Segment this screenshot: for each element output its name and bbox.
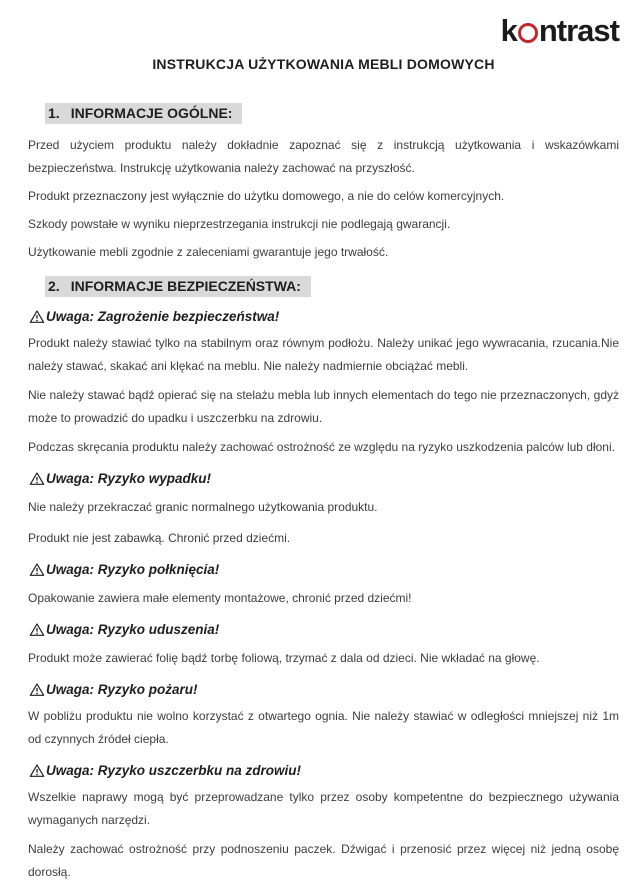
warning-heading [29, 620, 619, 639]
logo-o-ring-icon [518, 23, 538, 43]
section-heading-highlight [45, 276, 311, 297]
paragraph: Wszelkie naprawy mogą być przeprowadzane tylko przez osoby kompetentne do bezpiecznego używania wymaganych narzędzi. [28, 790, 619, 827]
warning-triangle-icon [29, 471, 45, 487]
warning-heading [29, 307, 619, 326]
brand-logo [501, 14, 619, 48]
warning-text: Uwaga: Ryzyko połknięcia! [46, 562, 220, 577]
section-number: 2. [48, 278, 60, 294]
warning-heading [29, 761, 619, 780]
section-heading-text: INFORMACJE OGÓLNE: [70, 105, 233, 121]
logo-text-suffix: ntrast [538, 13, 619, 48]
paragraph: Szkody powstałe w wyniku nieprzestrzegania instrukcji nie podlegają gwarancji. [28, 217, 451, 231]
paragraph: Przed użyciem produktu należy dokładnie zapoznać się z instrukcją użytkowania i wskazówkami bezpieczeństwa. Instrukcję użytkowania należy zachować na przyszłość. [28, 138, 619, 175]
paragraph: Użytkowanie mebli zgodnie z zaleceniami gwarantuje jego trwałość. [28, 245, 389, 259]
paragraph: Produkt przeznaczony jest wyłącznie do użytku domowego, a nie do celów komercyjnych. [28, 189, 505, 203]
warning-triangle-icon [29, 682, 45, 698]
paragraph: Podczas skręcania produktu należy zachować ostrożność ze względu na ryzyko uszkodzenia palców lub dłoni. [28, 440, 615, 454]
section-heading-text: INFORMACJE BEZPIECZEŃSTWA: [70, 278, 301, 294]
paragraph: Produkt może zawierać folię bądź torbę foliową, trzymać z dala od dzieci. Nie wkładać na głowę. [28, 651, 540, 665]
section-heading-1 [45, 103, 619, 124]
paragraph: Opakowanie zawiera małe elementy montażowe, chronić przed dziećmi! [28, 591, 412, 605]
warning-triangle-icon [29, 622, 45, 638]
warning-text: Uwaga: Ryzyko pożaru! [46, 682, 198, 697]
warning-triangle-icon [29, 763, 45, 779]
warning-text: Uwaga: Zagrożenie bezpieczeństwa! [46, 309, 280, 324]
paragraph: Produkt nie jest zabawką. Chronić przed dziećmi. [28, 531, 291, 545]
warning-text: Uwaga: Ryzyko wypadku! [46, 471, 212, 486]
page-title: INSTRUKCJA UŻYTKOWANIA MEBLI DOMOWYCH [152, 56, 495, 72]
warning-text: Uwaga: Ryzyko uduszenia! [46, 622, 220, 637]
paragraph: Nie należy stawać bądź opierać się na stelażu mebla lub innych elementach do tego nie przeznaczonych, gdyż może to prowadzić do upadku i uszczerbku na zdrowiu. [28, 388, 619, 425]
section-number: 1. [48, 105, 60, 121]
warning-triangle-icon [29, 562, 45, 578]
warning-heading [29, 680, 619, 699]
warning-text: Uwaga: Ryzyko uszczerbku na zdrowiu! [46, 763, 302, 778]
paragraph: Produkt należy stawiać tylko na stabilnym oraz równym podłożu. Należy unikać jego wywracania, rzucania.Nie należy stawać, skakać ani klękać na meblu. Nie należy nadmiernie obciążać mebli. [28, 336, 619, 373]
paragraph: Nie należy przekraczać granic normalnego użytkowania produktu. [28, 500, 378, 514]
warning-heading [29, 469, 619, 488]
paragraph: W pobliżu produktu nie wolno korzystać z otwartego ognia. Nie należy stawiać w odległości mniejszej niż 1m od czynnych źródeł ciepła. [28, 709, 619, 746]
warning-heading [29, 560, 619, 579]
warning-triangle-icon [29, 309, 45, 325]
section-heading-2 [45, 276, 619, 297]
section-heading-highlight [45, 103, 242, 124]
logo-text-prefix: k [500, 13, 517, 48]
paragraph: Należy zachować ostrożność przy podnoszeniu paczek. Dźwigać i przenosić przez więcej niż jedną osobę dorosłą. [28, 842, 619, 879]
